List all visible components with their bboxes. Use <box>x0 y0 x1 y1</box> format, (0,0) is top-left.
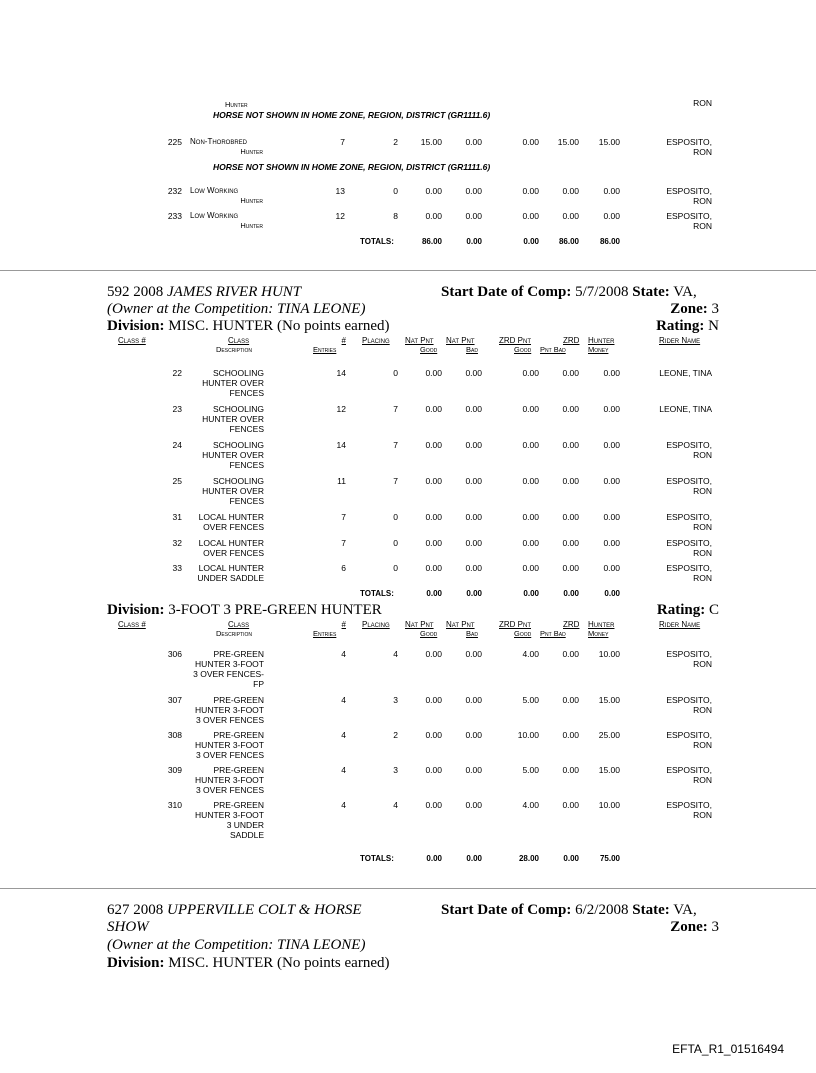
class-description: SCHOOLING HUNTER OVER FENCES <box>202 476 264 506</box>
nat-points-bad: 0.00 <box>465 649 482 659</box>
header-placing: Placing <box>362 620 390 629</box>
division-name: MISC. HUNTER (No points earned) <box>168 318 390 334</box>
zrd-points-bad: 0.00 <box>562 404 579 414</box>
class-description: Non-Thorobred <box>190 137 247 146</box>
header-nat-bad: Bad <box>466 629 478 638</box>
class-description: SCHOOLING HUNTER OVER FENCES <box>202 404 264 434</box>
rider-name: RON <box>693 221 712 231</box>
entries: 13 <box>335 186 345 196</box>
zone-value: 3 <box>711 919 719 935</box>
header-zrd-good: Good <box>514 345 532 354</box>
rating <box>600 602 719 619</box>
placing: 0 <box>393 512 398 522</box>
nat-points-bad: 0.00 <box>465 730 482 740</box>
header-class-desc: Description <box>216 629 252 638</box>
rider-name: ESPOSITO, <box>666 137 712 147</box>
class-number: 232 <box>167 186 182 196</box>
nat-points-good: 0.00 <box>425 368 442 378</box>
header-zrd-bad: ZRD <box>563 620 580 629</box>
class-description: PRE-GREEN HUNTER 3-FOOT 3 OVER FENCES <box>195 765 264 795</box>
totals-label: TOTALS: <box>360 854 394 863</box>
entries: 7 <box>340 137 345 147</box>
class-number: 306 <box>167 649 182 659</box>
nat-points-good: 0.00 <box>425 538 442 548</box>
entries: 7 <box>341 512 346 522</box>
header-class-number: Class # <box>118 336 146 345</box>
header-nat-good: Good <box>420 345 438 354</box>
header-rider-name: Rider Name <box>659 620 701 629</box>
totals-zrd-bad: 0.00 <box>563 589 579 598</box>
class-description: LOCAL HUNTER UNDER SADDLE <box>197 563 264 583</box>
zone-value: 3 <box>711 301 719 317</box>
zone-label: Zone: <box>670 301 708 317</box>
header-entries: Entries <box>313 629 337 638</box>
rating-value: N <box>708 318 719 334</box>
class-number: 307 <box>167 695 182 705</box>
header-nat-good: Good <box>420 629 438 638</box>
totals-nat-bad: 0.00 <box>466 589 482 598</box>
placing: 0 <box>393 368 398 378</box>
start-date-label: Start Date of Comp: <box>441 902 572 918</box>
rider-name: ESPOSITO, <box>666 649 712 659</box>
nat-points-bad: 0.00 <box>465 440 482 450</box>
top-fragment-class: Hunter <box>225 100 248 109</box>
entries: 12 <box>336 404 346 414</box>
entries: 7 <box>341 538 346 548</box>
rider-name: ESPOSITO, <box>666 476 712 486</box>
rider-name: RON <box>693 775 712 785</box>
division-name: MISC. HUNTER (No points earned) <box>168 955 390 971</box>
zrd-points-good: 0.00 <box>522 476 539 486</box>
zrd-points-bad: 0.00 <box>562 649 579 659</box>
class-number: 309 <box>167 765 182 775</box>
hunter-money: 0.00 <box>603 368 620 378</box>
nat-points-bad: 0.00 <box>465 695 482 705</box>
header-class-number: Class # <box>118 620 146 629</box>
rating-value: C <box>708 602 719 618</box>
rider-name: RON <box>693 147 712 157</box>
entries: 4 <box>341 800 346 810</box>
start-date <box>441 284 697 301</box>
class-description: Low Working <box>190 211 239 220</box>
rider-name: RON <box>693 573 712 583</box>
zrd-points-bad: 0.00 <box>562 765 579 775</box>
entries: 4 <box>341 730 346 740</box>
hunter-money: 25.00 <box>598 730 620 740</box>
rider-name: ESPOSITO, <box>666 512 712 522</box>
zrd-points-good: 5.00 <box>522 695 539 705</box>
placing: 7 <box>393 476 398 486</box>
placing: 2 <box>393 137 398 147</box>
rider-name: RON <box>693 705 712 715</box>
rider-name: ESPOSITO, <box>666 695 712 705</box>
zrd-points-bad: 0.00 <box>562 186 579 196</box>
nat-points-good: 0.00 <box>425 186 442 196</box>
zrd-points-bad: 0.00 <box>562 563 579 573</box>
hunter-money: 0.00 <box>603 476 620 486</box>
header-zrd-good: Good <box>514 629 532 638</box>
rider-name: LEONE, TINA <box>659 404 712 414</box>
nat-points-good: 0.00 <box>425 211 442 221</box>
placing: 4 <box>393 800 398 810</box>
rider-name: RON <box>693 450 712 460</box>
hunter-money: 0.00 <box>603 512 620 522</box>
zrd-points-bad: 0.00 <box>562 800 579 810</box>
header-hunter-money: Money <box>588 345 609 354</box>
class-description: PRE-GREEN HUNTER 3-FOOT 3 UNDER SADDLE <box>195 800 264 840</box>
hunter-money: 15.00 <box>598 765 620 775</box>
rider-name: ESPOSITO, <box>666 730 712 740</box>
zrd-points-bad: 0.00 <box>562 476 579 486</box>
totals-hunter-money: 86.00 <box>599 237 620 246</box>
hunter-money: 0.00 <box>603 563 620 573</box>
totals-nat-bad: 0.00 <box>466 854 482 863</box>
zrd-points-good: 0.00 <box>522 368 539 378</box>
division-label: Division: <box>107 955 165 971</box>
class-description: LOCAL HUNTER OVER FENCES <box>198 512 264 532</box>
header-nat-bad: Nat Pnt <box>446 336 475 345</box>
zrd-points-good: 0.00 <box>522 563 539 573</box>
zrd-points-bad: 0.00 <box>562 211 579 221</box>
totals-zrd-good: 0.00 <box>523 237 539 246</box>
competition-name: JAMES RIVER HUNT <box>167 284 302 300</box>
header-entries: # <box>341 336 346 345</box>
nat-points-good: 0.00 <box>425 695 442 705</box>
start-date-value: 5/7/2008 <box>575 284 629 300</box>
nat-points-bad: 0.00 <box>465 476 482 486</box>
section-divider <box>0 888 816 889</box>
rating <box>600 318 719 335</box>
header-zrd-good: ZRD Pnt <box>499 336 531 345</box>
nat-points-good: 0.00 <box>425 765 442 775</box>
rider-name: ESPOSITO, <box>666 440 712 450</box>
class-number: 310 <box>167 800 182 810</box>
nat-points-bad: 0.00 <box>465 765 482 775</box>
header-zrd-bad: ZRD <box>563 336 580 345</box>
totals-label: TOTALS: <box>360 589 394 598</box>
header-nat-bad: Bad <box>466 345 478 354</box>
nat-points-bad: 0.00 <box>465 512 482 522</box>
hunter-money: 0.00 <box>603 211 620 221</box>
rider-name: LEONE, TINA <box>659 368 712 378</box>
division-heading <box>107 955 390 972</box>
header-nat-bad: Nat Pnt <box>446 620 475 629</box>
zrd-points-bad: 0.00 <box>562 368 579 378</box>
class-number: 32 <box>172 538 182 548</box>
placing: 3 <box>393 765 398 775</box>
class-number: 23 <box>172 404 182 414</box>
hunter-money: 15.00 <box>598 137 620 147</box>
class-number: 25 <box>172 476 182 486</box>
totals-nat-good: 0.00 <box>426 854 442 863</box>
rider-name: ESPOSITO, <box>666 563 712 573</box>
header-nat-good: Nat Pnt <box>405 336 434 345</box>
class-number: 22 <box>172 368 182 378</box>
owner-line: (Owner at the Competition: TINA LEONE) <box>107 301 366 317</box>
start-date <box>441 902 697 919</box>
nat-points-good: 0.00 <box>425 730 442 740</box>
notice-home-zone: HORSE NOT SHOWN IN HOME ZONE, REGION, DISTRICT (GR1111.6) <box>213 162 491 172</box>
header-hunter-money: Hunter <box>588 620 615 629</box>
division-heading <box>107 318 390 335</box>
class-description: Hunter <box>240 221 263 230</box>
nat-points-bad: 0.00 <box>465 137 482 147</box>
placing: 0 <box>393 538 398 548</box>
entries: 4 <box>341 695 346 705</box>
nat-points-bad: 0.00 <box>465 404 482 414</box>
division-label: Division: <box>107 602 165 618</box>
nat-points-bad: 0.00 <box>465 563 482 573</box>
class-description: Low Working <box>190 186 239 195</box>
zrd-points-bad: 0.00 <box>562 730 579 740</box>
class-description: Hunter <box>240 147 263 156</box>
state-label: State: <box>632 284 670 300</box>
zrd-points-bad: 0.00 <box>562 695 579 705</box>
nat-points-bad: 0.00 <box>465 211 482 221</box>
class-description: Hunter <box>240 196 263 205</box>
state-label: State: <box>632 902 670 918</box>
rider-name: RON <box>693 548 712 558</box>
nat-points-bad: 0.00 <box>465 538 482 548</box>
entries: 12 <box>335 211 345 221</box>
header-nat-good: Nat Pnt <box>405 620 434 629</box>
zrd-points-good: 0.00 <box>522 538 539 548</box>
zone-label: Zone: <box>670 919 708 935</box>
header-entries: Entries <box>313 345 337 354</box>
header-class-desc: Class <box>228 620 250 629</box>
hunter-money: 10.00 <box>598 649 620 659</box>
rider-name: ESPOSITO, <box>666 800 712 810</box>
zrd-points-good: 0.00 <box>522 186 539 196</box>
placing: 0 <box>393 186 398 196</box>
nat-points-bad: 0.00 <box>465 368 482 378</box>
start-date-value: 6/2/2008 <box>575 902 629 918</box>
header-hunter-money: Hunter <box>588 336 615 345</box>
header-hunter-money: Money <box>588 629 609 638</box>
nat-points-bad: 0.00 <box>465 800 482 810</box>
placing: 0 <box>393 563 398 573</box>
class-number: 308 <box>167 730 182 740</box>
placing: 4 <box>393 649 398 659</box>
division-heading <box>107 602 382 619</box>
nat-points-good: 0.00 <box>425 649 442 659</box>
rider-name: ESPOSITO, <box>666 765 712 775</box>
totals-zrd-good: 28.00 <box>518 854 539 863</box>
class-description: PRE-GREEN HUNTER 3-FOOT 3 OVER FENCES- FP <box>193 649 264 689</box>
placing: 7 <box>393 440 398 450</box>
class-description: PRE-GREEN HUNTER 3-FOOT 3 OVER FENCES <box>195 695 264 725</box>
rider-name: RON <box>693 810 712 820</box>
class-description: PRE-GREEN HUNTER 3-FOOT 3 OVER FENCES <box>195 730 264 760</box>
zrd-points-good: 10.00 <box>517 730 539 740</box>
division-label: Division: <box>107 318 165 334</box>
zrd-points-bad: 15.00 <box>557 137 579 147</box>
class-number: 24 <box>172 440 182 450</box>
section-divider <box>0 270 816 271</box>
zone <box>600 301 719 318</box>
header-rider-name: Rider Name <box>659 336 701 345</box>
class-description: LOCAL HUNTER OVER FENCES <box>198 538 264 558</box>
hunter-money: 0.00 <box>603 404 620 414</box>
totals-nat-bad: 0.00 <box>466 237 482 246</box>
header-zrd-bad: Pnt Bad <box>540 345 566 354</box>
competition-title <box>107 284 301 301</box>
hunter-money: 15.00 <box>598 695 620 705</box>
class-number: 33 <box>172 563 182 573</box>
totals-zrd-good: 0.00 <box>523 589 539 598</box>
top-fragment-rider: RON <box>693 98 712 108</box>
header-class-desc: Description <box>216 345 252 354</box>
nat-points-good: 0.00 <box>425 563 442 573</box>
header-placing: Placing <box>362 336 390 345</box>
placing: 3 <box>393 695 398 705</box>
zrd-points-bad: 0.00 <box>562 538 579 548</box>
state-value: VA, <box>673 284 697 300</box>
class-description: SCHOOLING HUNTER OVER FENCES <box>202 368 264 398</box>
competition-number: 627 2008 <box>107 902 164 918</box>
zrd-points-bad: 0.00 <box>562 440 579 450</box>
rider-name: RON <box>693 522 712 532</box>
rating-label: Rating: <box>656 318 705 334</box>
hunter-money: 0.00 <box>603 538 620 548</box>
entries: 14 <box>336 440 346 450</box>
totals-hunter-money: 0.00 <box>604 589 620 598</box>
entries: 11 <box>337 476 346 486</box>
entries: 4 <box>341 765 346 775</box>
nat-points-good: 0.00 <box>425 440 442 450</box>
division-name: 3-FOOT 3 PRE-GREEN HUNTER <box>168 602 382 618</box>
rider-name: RON <box>693 659 712 669</box>
competition-name: UPPERVILLE COLT & HORSE <box>167 902 362 918</box>
state-value: VA, <box>673 902 697 918</box>
rating-label: Rating: <box>656 602 706 618</box>
competition-name-cont: SHOW <box>107 919 149 935</box>
zrd-points-good: 4.00 <box>522 800 539 810</box>
class-description: SCHOOLING HUNTER OVER FENCES <box>202 440 264 470</box>
rider-name: RON <box>693 740 712 750</box>
zrd-points-bad: 0.00 <box>562 512 579 522</box>
owner-line: (Owner at the Competition: TINA LEONE) <box>107 937 366 953</box>
totals-zrd-bad: 86.00 <box>558 237 579 246</box>
totals-nat-good: 86.00 <box>421 237 442 246</box>
nat-points-good: 0.00 <box>425 800 442 810</box>
hunter-money: 0.00 <box>603 186 620 196</box>
nat-points-good: 0.00 <box>425 512 442 522</box>
totals-hunter-money: 75.00 <box>599 854 620 863</box>
totals-zrd-bad: 0.00 <box>563 854 579 863</box>
zrd-points-good: 0.00 <box>522 211 539 221</box>
nat-points-bad: 0.00 <box>465 186 482 196</box>
nat-points-good: 0.00 <box>425 404 442 414</box>
rider-name: RON <box>693 196 712 206</box>
entries: 4 <box>341 649 346 659</box>
zrd-points-good: 0.00 <box>522 404 539 414</box>
hunter-money: 0.00 <box>603 440 620 450</box>
placing: 7 <box>393 404 398 414</box>
class-number: 31 <box>172 512 182 522</box>
zrd-points-good: 5.00 <box>522 765 539 775</box>
nat-points-good: 0.00 <box>425 476 442 486</box>
document-id: EFTA_R1_01516494 <box>672 1042 784 1056</box>
competition-number: 592 2008 <box>107 284 164 300</box>
competition-title <box>107 902 407 919</box>
rider-name: RON <box>693 486 712 496</box>
notice-home-zone: HORSE NOT SHOWN IN HOME ZONE, REGION, DISTRICT (GR1111.6) <box>213 110 491 120</box>
totals-label: TOTALS: <box>360 237 394 246</box>
zone <box>600 919 719 936</box>
header-entries: # <box>341 620 346 629</box>
nat-points-good: 15.00 <box>420 137 442 147</box>
rider-name: ESPOSITO, <box>666 538 712 548</box>
start-date-label: Start Date of Comp: <box>441 284 572 300</box>
class-number: 225 <box>167 137 182 147</box>
zrd-points-good: 0.00 <box>522 440 539 450</box>
hunter-money: 10.00 <box>598 800 620 810</box>
header-class-desc: Class <box>228 336 250 345</box>
placing: 2 <box>393 730 398 740</box>
zrd-points-good: 4.00 <box>522 649 539 659</box>
header-zrd-good: ZRD Pnt <box>499 620 531 629</box>
header-zrd-bad: Pnt Bad <box>540 629 566 638</box>
class-number: 233 <box>167 211 182 221</box>
rider-name: ESPOSITO, <box>666 186 712 196</box>
rider-name: ESPOSITO, <box>666 211 712 221</box>
zrd-points-good: 0.00 <box>522 137 539 147</box>
entries: 14 <box>336 368 346 378</box>
entries: 6 <box>341 563 346 573</box>
placing: 8 <box>393 211 398 221</box>
zrd-points-good: 0.00 <box>522 512 539 522</box>
totals-nat-good: 0.00 <box>426 589 442 598</box>
